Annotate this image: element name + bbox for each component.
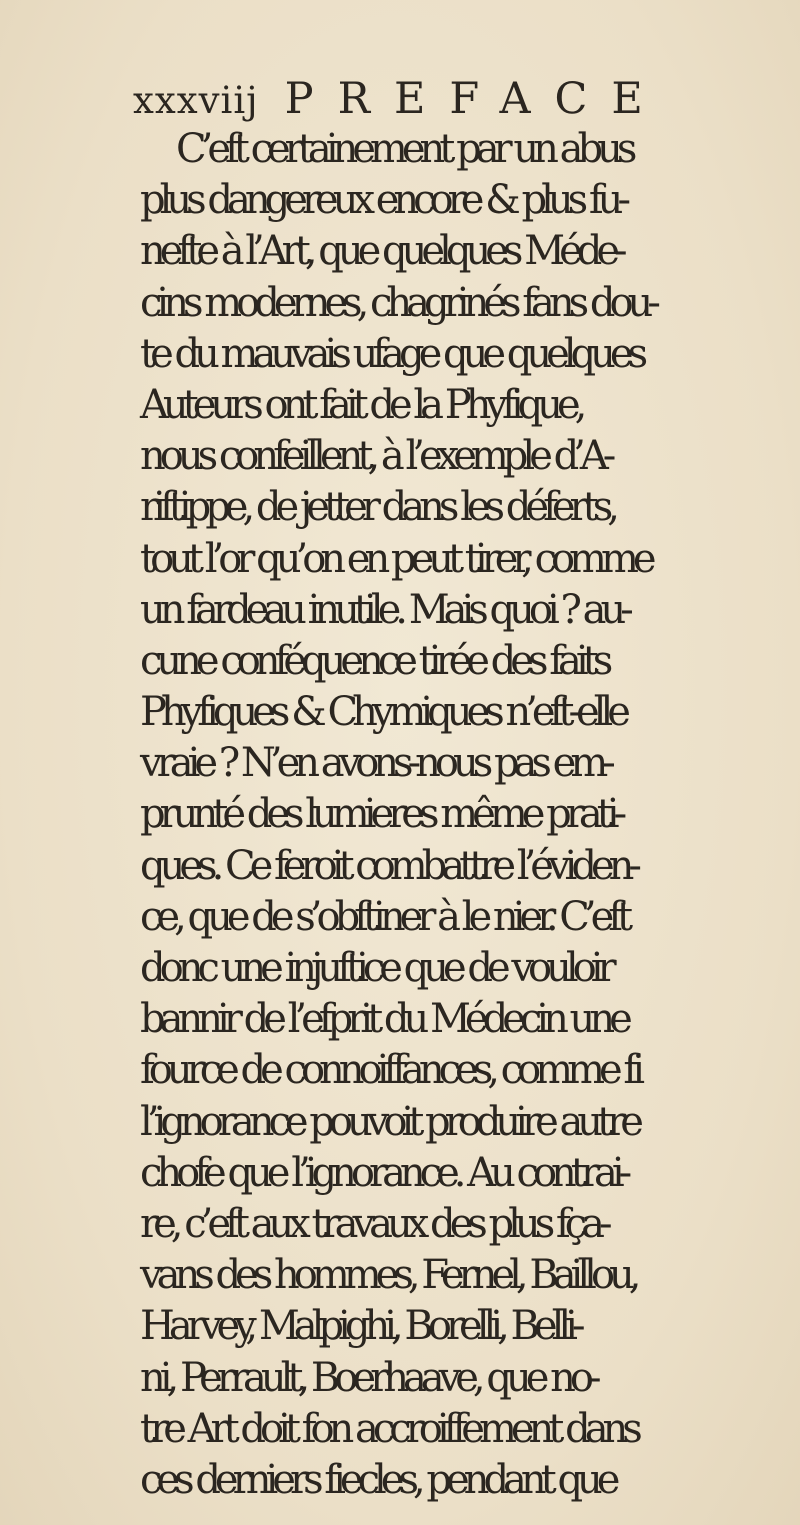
text-line: ni, Perrault, Boerhaave, que no- <box>140 1354 596 1401</box>
running-title: PREFACE <box>284 74 667 124</box>
text-line: riftippe, de jetter dans les déferts, <box>140 484 614 531</box>
text-line: tout l’or qu’on en peut tirer, comme <box>140 535 651 582</box>
body-text <box>140 124 800 1506</box>
text-line: l’ignorance pouvoit produire autre <box>140 1098 638 1145</box>
text-line: plus dangereux encore & plus fu- <box>140 177 625 224</box>
text-line: fource de connoiffances, comme fi <box>140 1047 640 1094</box>
text-line: bannir de l’efprit du Médecin une <box>140 996 627 1043</box>
text-line: Harvey, Malpighi, Borelli, Belli- <box>140 1303 580 1350</box>
text-line: nous confeillent, à l’exemple d’A- <box>140 433 611 480</box>
text-line: ques. Ce feroit combattre l’éviden- <box>140 842 636 889</box>
text-line: tre Art doit fon accroiffement dans <box>140 1405 637 1452</box>
text-line: te du mauvais ufage que quelques <box>140 330 643 377</box>
text-line: ces derniers fiecles, pendant que <box>140 1456 615 1503</box>
text-line: chofe que l’ignorance. Au contrai- <box>140 1149 627 1196</box>
page-number: xxxviij <box>133 79 259 122</box>
text-line: prunté des lumieres même prati- <box>140 791 622 838</box>
text-line: cune conféquence tirée des faits <box>140 637 608 684</box>
text-line: C’eft certainement par un abus <box>176 126 632 172</box>
text-line: Phyfiques & Chymiques n’eft-elle <box>140 689 625 736</box>
text-line: ce, que de s’obftiner à le nier. C’eft <box>140 893 628 940</box>
text-line: cins modernes, chagrinés fans dou- <box>140 279 655 326</box>
text-line: re, c’eft aux travaux des plus fça- <box>140 1200 607 1247</box>
text-line: Auteurs ont fait de la Phyfique, <box>140 381 582 428</box>
text-line: vraie ? N’en avons-nous pas em- <box>140 740 610 787</box>
text-line: donc une injuftice que de vouloir <box>140 945 611 991</box>
text-line: un fardeau inutile. Mais quoi ? au- <box>140 586 628 633</box>
text-line: vans des hommes, Fernel, Baillou, <box>140 1252 636 1299</box>
text-line: nefte à l’Art, que quelques Méde- <box>140 228 622 275</box>
